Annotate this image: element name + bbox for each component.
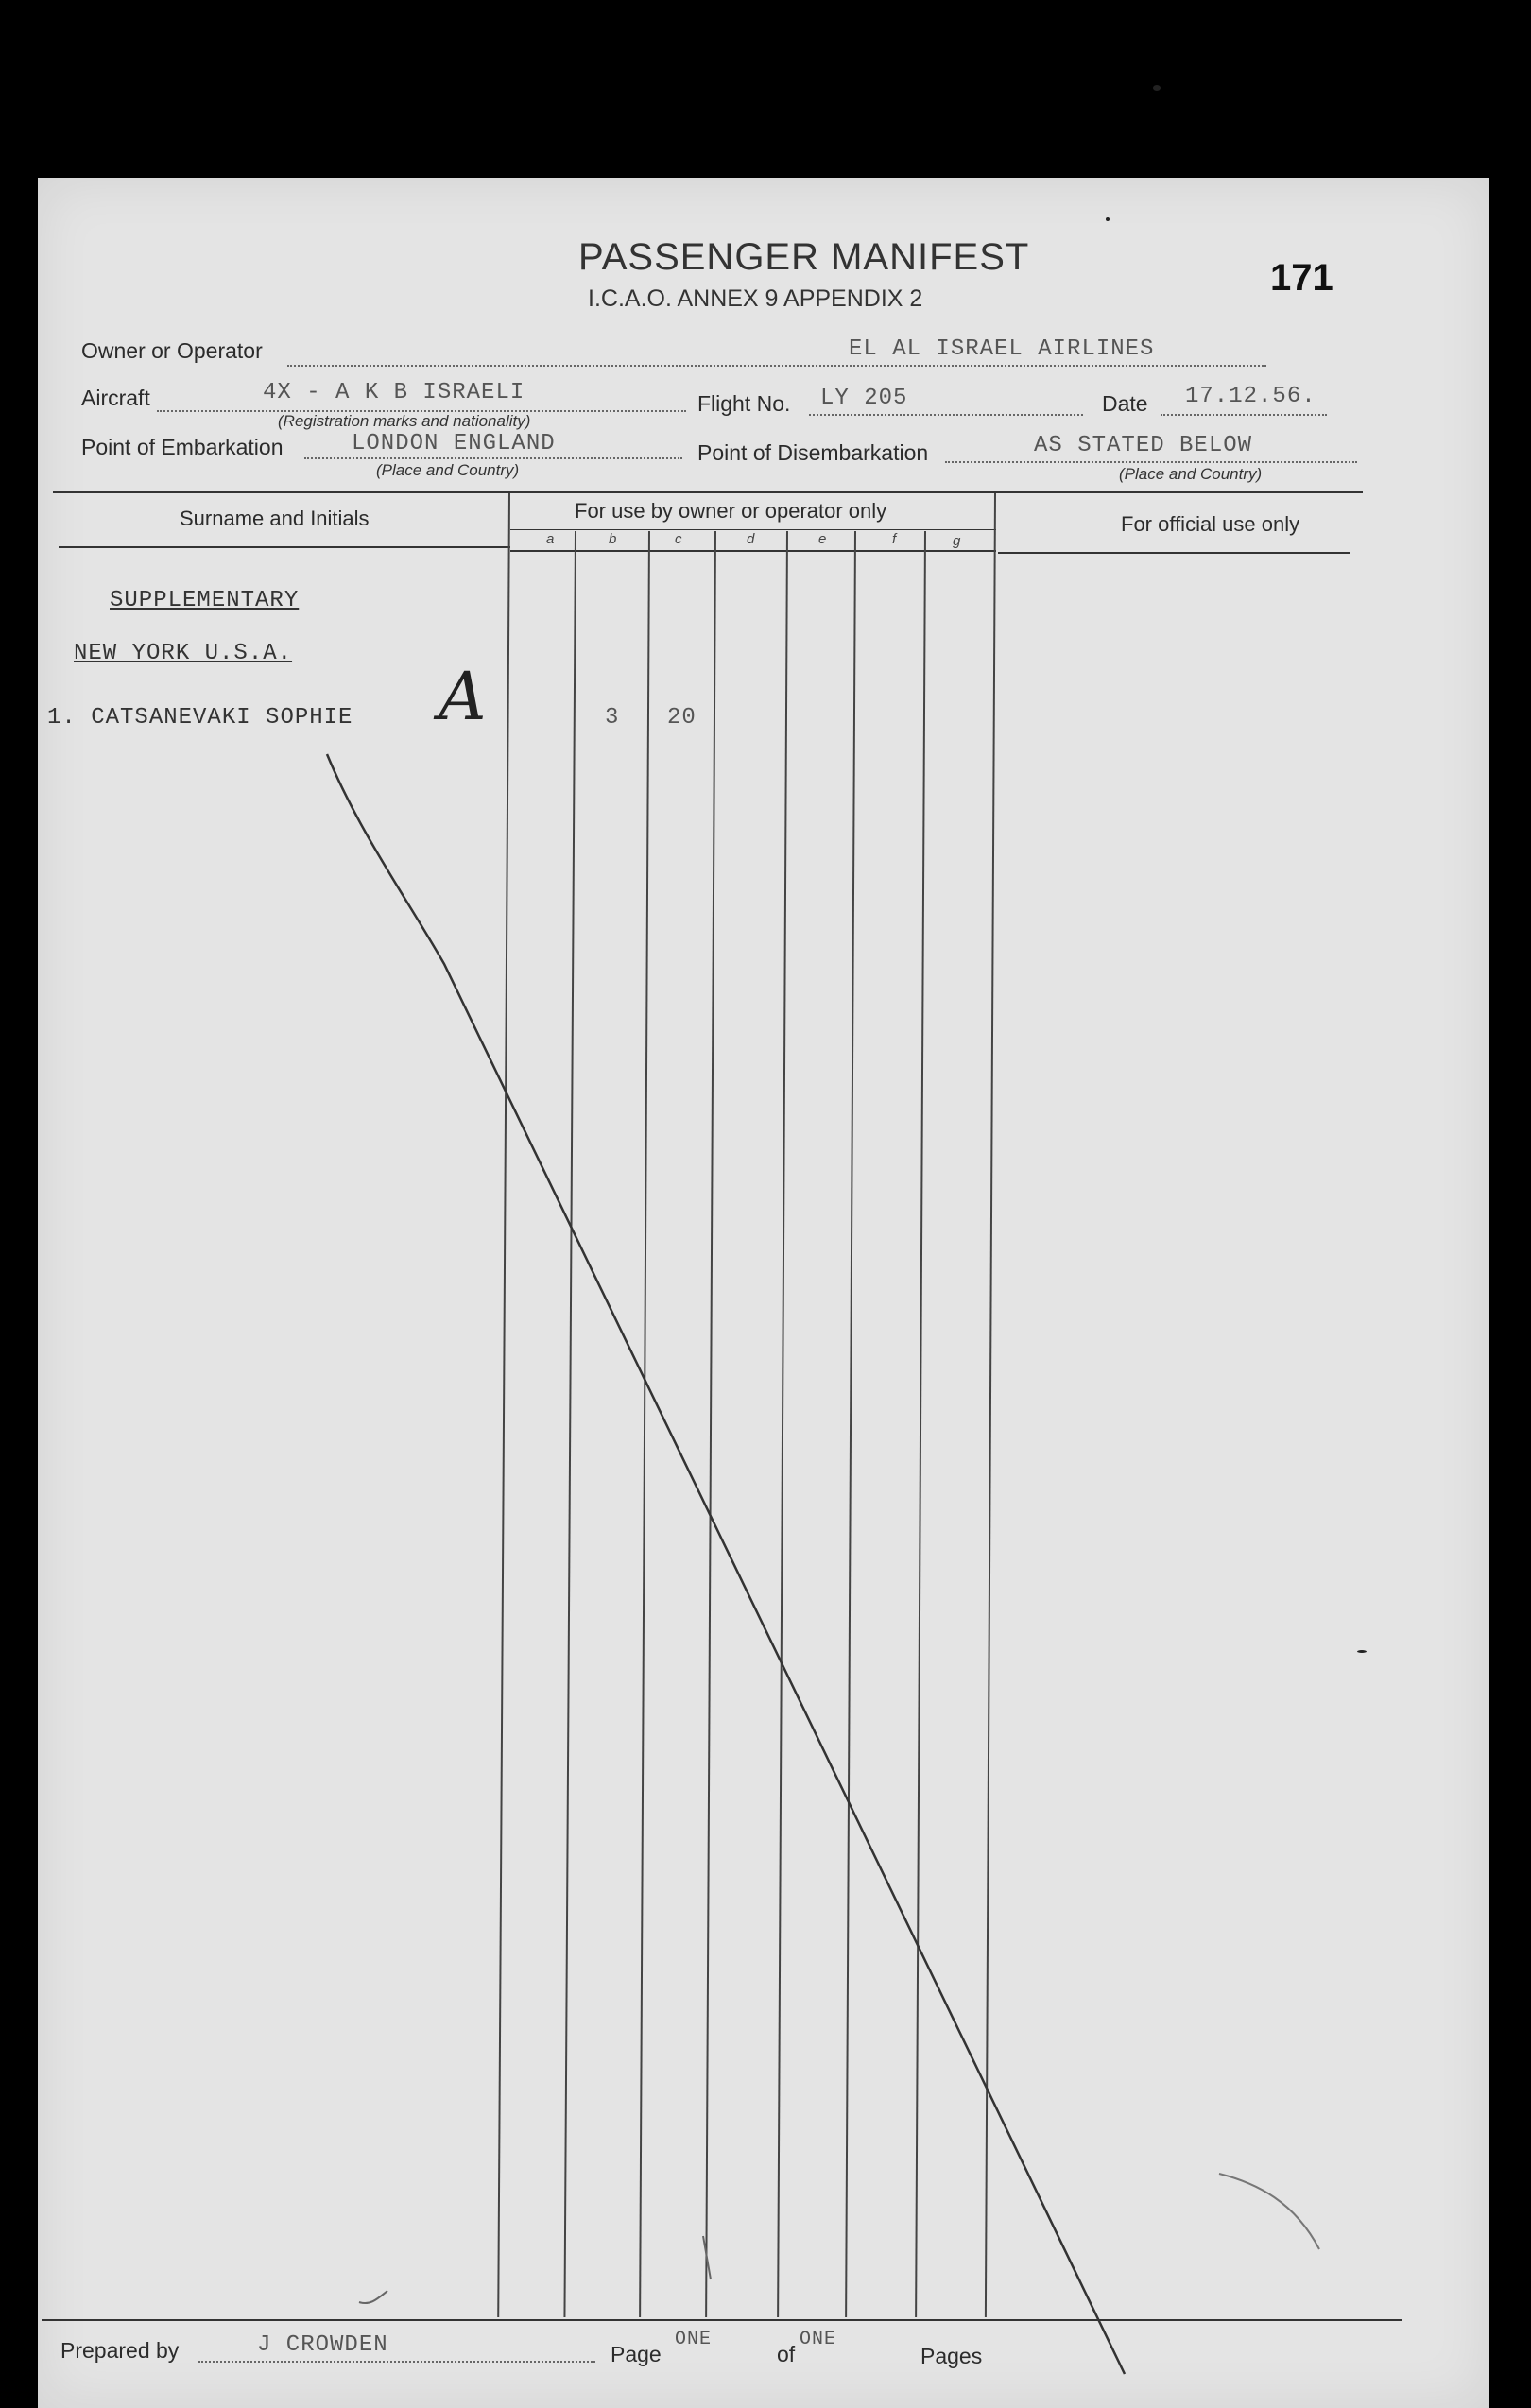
aircraft-label: Aircraft [81, 386, 150, 410]
embarkation-note: (Place and Country) [376, 461, 520, 479]
aircraft-value: 4X - A K B ISRAELI [263, 380, 525, 405]
prepared-by-label: Prepared by [60, 2338, 180, 2363]
owner-dotted-line [287, 365, 1266, 367]
table-top-rule [53, 491, 1363, 493]
pages-label: Pages [920, 2344, 983, 2368]
film-speck [1357, 1650, 1367, 1653]
document-title: PASSENGER MANIFEST [578, 236, 1030, 278]
date-dotted-line [1161, 414, 1327, 416]
footer-rule [42, 2319, 1402, 2321]
disembarkation-note: (Place and Country) [1119, 465, 1263, 483]
embarkation-value: LONDON ENGLAND [352, 431, 556, 456]
of-value: ONE [800, 2329, 837, 2350]
prepared-by-value: J CROWDEN [257, 2332, 388, 2358]
surname-header-rule [59, 546, 510, 548]
of-label: of [777, 2342, 796, 2366]
owner-use-subheader-rule [510, 529, 996, 530]
handwritten-mark: A [439, 658, 487, 735]
official-use-column-header: For official use only [1121, 512, 1300, 536]
embarkation-dotted-line [304, 457, 682, 459]
sub-column-a: a [546, 531, 555, 547]
sub-column-c: c [675, 531, 682, 547]
sub-column-g: g [953, 533, 961, 549]
flight-label: Flight No. [697, 391, 791, 416]
sub-column-b: b [609, 531, 617, 547]
page-number: 171 [1270, 257, 1333, 299]
page-value: ONE [675, 2329, 713, 2350]
page-label: Page [611, 2342, 662, 2366]
sub-column-e: e [818, 531, 827, 547]
film-speck [1106, 217, 1110, 221]
passenger-col-b: 3 [605, 705, 620, 731]
owner-label: Owner or Operator [81, 338, 263, 363]
embarkation-label: Point of Embarkation [81, 435, 284, 459]
owner-use-column-header: For use by owner or operator only [575, 499, 887, 523]
disembarkation-value: AS STATED BELOW [1034, 433, 1253, 458]
document-subtitle: I.C.A.O. ANNEX 9 APPENDIX 2 [588, 285, 923, 312]
aircraft-note: (Registration marks and nationality) [278, 412, 531, 430]
disembarkation-dotted-line [945, 461, 1357, 463]
sub-column-f: f [892, 531, 897, 547]
date-value: 17.12.56. [1185, 384, 1316, 409]
passenger-col-c: 20 [667, 705, 697, 731]
passenger-entry: 1. CATSANEVAKI SOPHIE [47, 705, 353, 731]
date-label: Date [1102, 391, 1148, 416]
destination-label: NEW YORK U.S.A. [74, 641, 293, 666]
surname-column-header: Surname and Initials [180, 507, 370, 530]
supplementary-label: SUPPLEMENTARY [110, 588, 300, 613]
film-speck [1153, 85, 1161, 91]
flight-value: LY 205 [820, 386, 908, 411]
disembarkation-label: Point of Disembarkation [697, 440, 929, 465]
flight-dotted-line [809, 414, 1083, 416]
official-header-rule [998, 552, 1350, 554]
owner-value: EL AL ISRAEL AIRLINES [849, 336, 1155, 362]
sub-column-d: d [747, 531, 755, 547]
prepared-by-dotted-line [198, 2361, 595, 2363]
